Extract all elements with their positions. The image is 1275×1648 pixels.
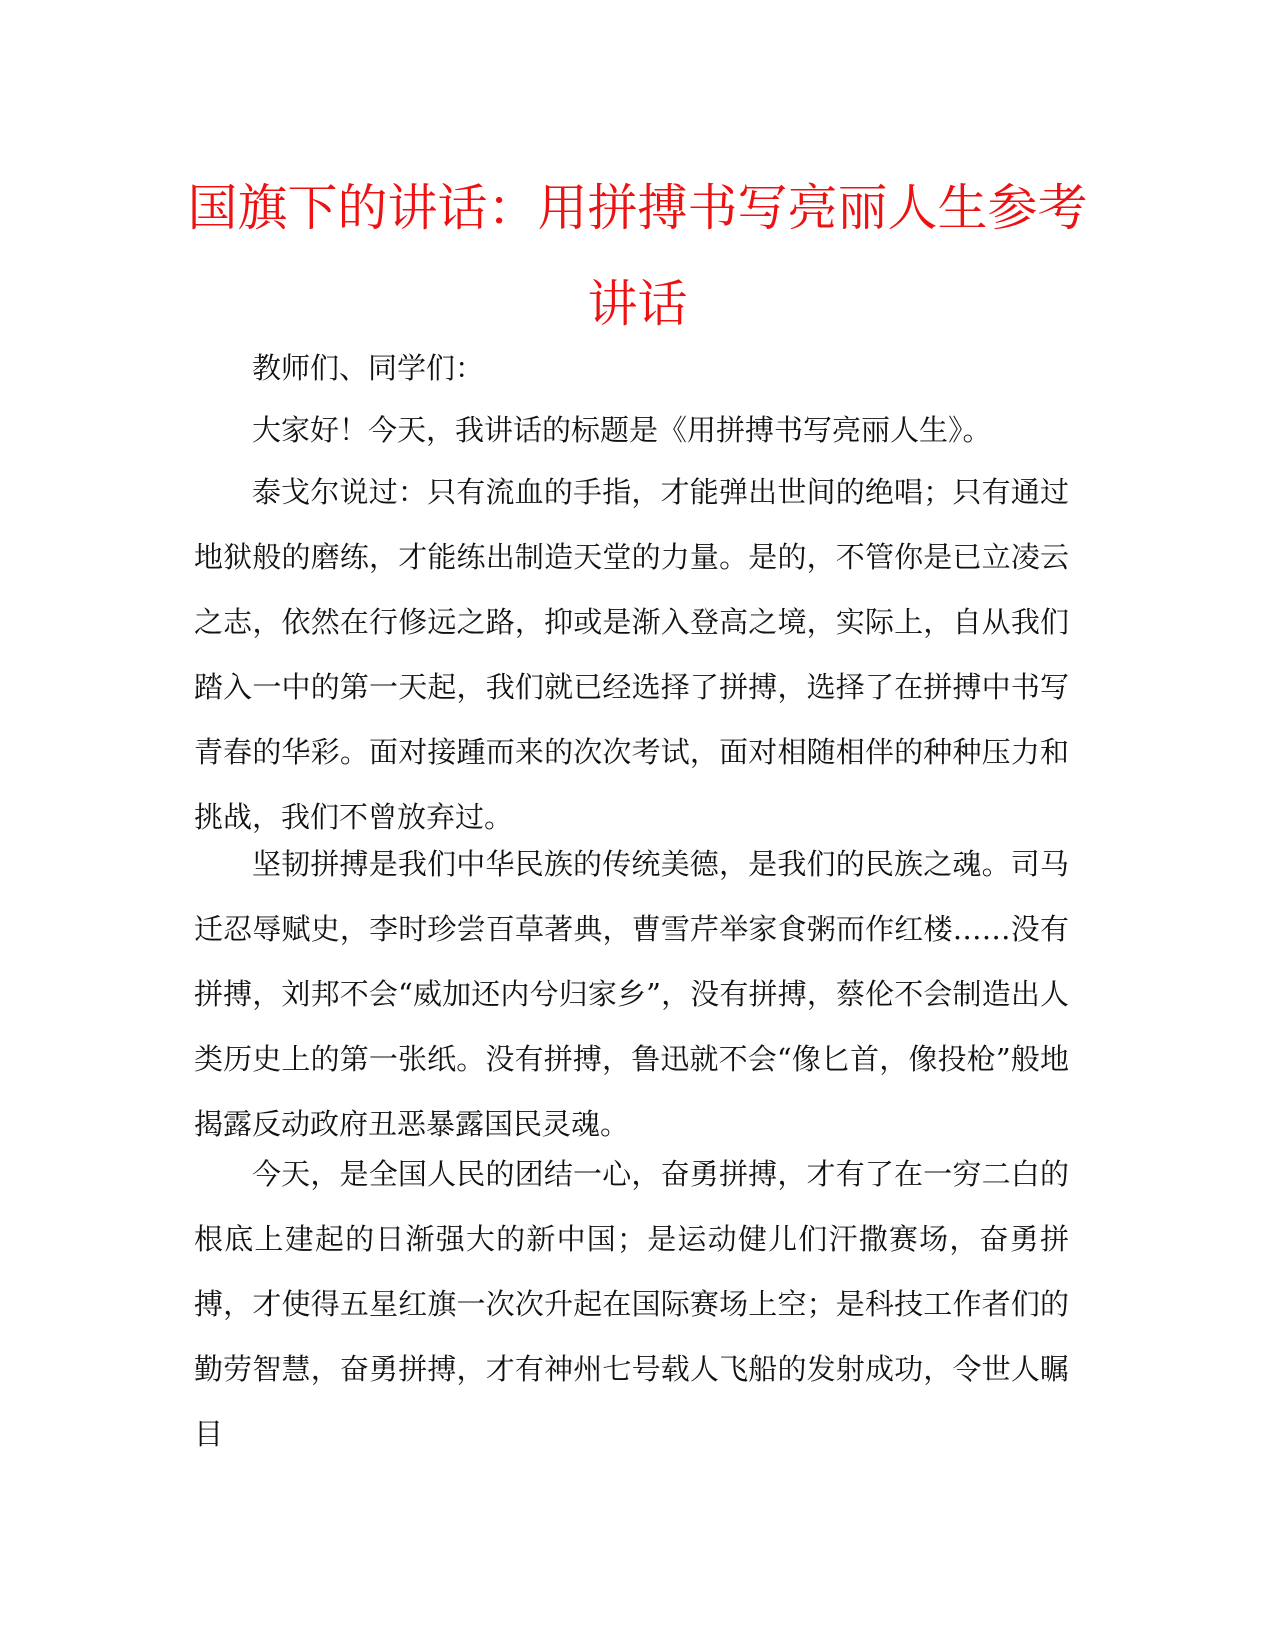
salutation-paragraph: 教师们、同学们： <box>252 351 485 385</box>
document-body-today <box>194 1142 1069 1467</box>
today-paragraph: 今天，是全国人民的团结一心，奋勇拼搏，才有了在一穷二白的根底上建起的日渐强大的新中国；是运动健儿们汗撒赛场，奋勇拼搏，才使得五星红旗一次次升起在国际赛场上空；是科技工作者们的勤劳智慧，奋勇拼搏，才有神州七号载人飞船的发射成功，令世人瞩目 <box>194 1157 1069 1451</box>
document-body-opening <box>194 398 1069 463</box>
opening-paragraph: 大家好！今天，我讲话的标题是《用拼搏书写亮丽人生》。 <box>252 413 992 447</box>
document-title-line-2: 讲话 <box>587 275 688 333</box>
document-title-line-1: 国旗下的讲话：用拼搏书写亮丽人生参考 <box>187 179 1088 237</box>
document-body <box>194 336 1069 401</box>
document-body-tradition <box>194 832 1069 1157</box>
document-body-tagore <box>194 460 1069 850</box>
tradition-paragraph: 坚韧拼搏是我们中华民族的传统美德，是我们的民族之魂。司马迁忍辱赋史，李时珍尝百草著典，曹雪芹举家食粥而作红楼……没有拼搏，刘邦不会“威加还内兮归家乡”，没有拼搏，蔡伦不会制造出人类历史上的第一张纸。没有拼搏，鲁迅就不会“像匕首，像投枪”般地揭露反动政府丑恶暴露国民灵魂。 <box>194 847 1069 1141</box>
tagore-paragraph: 泰戈尔说过：只有流血的手指，才能弹出世间的绝唱；只有通过地狱般的磨练，才能练出制造天堂的力量。是的，不管你是已立凌云之志，依然在行修远之路，抑或是渐入登高之境，实际上，自从我们踏入一中的第一天起，我们就已经选择了拼搏，选择了在拼搏中书写青春的华彩。面对接踵而来的次次考试，面对相随相伴的种种压力和挑战，我们不曾放弃过。 <box>194 475 1069 834</box>
